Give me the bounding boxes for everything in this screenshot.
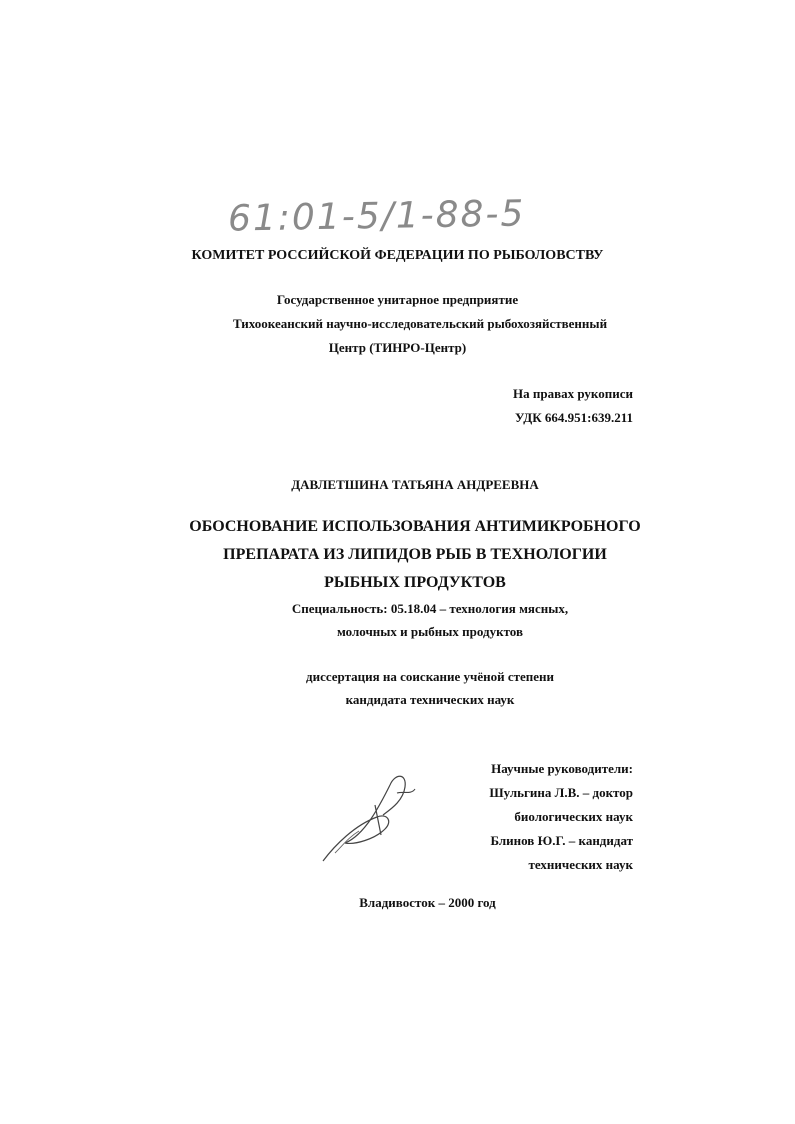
signature-icon: [315, 765, 425, 870]
city-year: Владивосток – 2000 год: [359, 895, 496, 910]
udk-code: УДК 664.951:639.211: [515, 410, 633, 425]
organization-line-1: Государственное унитарное предприятие: [276, 292, 519, 307]
organization-line-2: Тихоокеанский научно-исследовательский рыбохозяйственный: [232, 316, 608, 331]
organization-line-3: Центр (ТИНРО-Центр): [328, 340, 467, 355]
title-line-3: РЫБНЫХ ПРОДУКТОВ: [324, 574, 506, 591]
specialty-line-2: молочных и рыбных продуктов: [336, 624, 524, 639]
author-name: ДАВЛЕТШИНА ТАТЬЯНА АНДРЕЕВНА: [291, 477, 539, 492]
archive-number: 61:01-5/1-88-5: [227, 193, 526, 240]
supervisors-heading: Научные руководители:: [491, 761, 633, 776]
supervisor-1-degree: биологических наук: [514, 809, 633, 824]
manuscript-note: На правах рукописи: [513, 386, 633, 401]
committee-name: КОМИТЕТ РОССИЙСКОЙ ФЕДЕРАЦИИ ПО РЫБОЛОВСТВУ: [191, 248, 604, 263]
supervisor-2-degree: технических наук: [528, 857, 633, 872]
title-line-1: ОБОСНОВАНИЕ ИСПОЛЬЗОВАНИЯ АНТИМИКРОБНОГО: [189, 518, 641, 535]
title-line-2: ПРЕПАРАТА ИЗ ЛИПИДОВ РЫБ В ТЕХНОЛОГИИ: [223, 546, 607, 563]
dissertation-line-2: кандидата технических наук: [345, 692, 515, 707]
specialty-line-1: Специальность: 05.18.04 – технология мясных,: [291, 601, 569, 616]
supervisor-2-name: Блинов Ю.Г. – кандидат: [490, 833, 633, 848]
dissertation-line-1: диссертация на соискание учёной степени: [306, 669, 554, 684]
supervisor-1-name: Шульгина Л.В. – доктор: [489, 785, 633, 800]
